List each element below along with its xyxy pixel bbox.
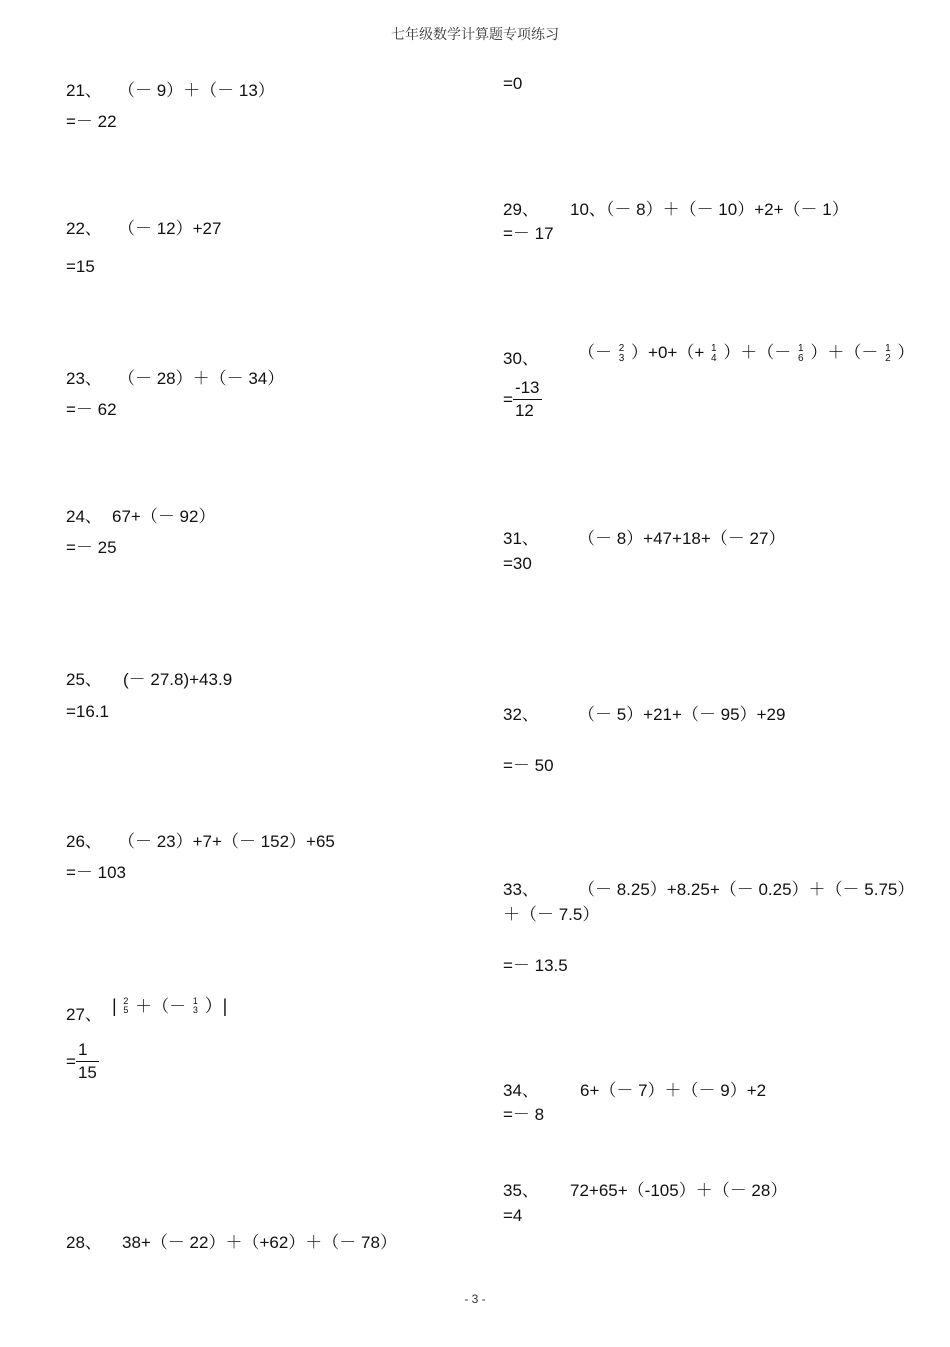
problem-32-expression: （－ 5）+21+（－ 95）+29 (578, 705, 786, 724)
problem-23-number: 23、 (66, 369, 102, 388)
problem-33-expression-continued: ＋（－ 7.5） (503, 905, 600, 924)
problem-27-number: 27、 (66, 1005, 102, 1024)
problem-34-expression: 6+（－ 7）＋（－ 9）+2 (580, 1081, 767, 1100)
fraction-two-thirds: 2 3 (618, 342, 625, 364)
fraction-one-third: 1 3 (192, 995, 198, 1015)
problem-27-expression (112, 996, 227, 1017)
problem-31-answer: =30 (503, 554, 532, 573)
problem-33-expression: （－ 8.25）+8.25+（－ 0.25）＋（－ 5.75） (578, 880, 915, 899)
operator-text: ＋（－ (135, 997, 187, 1016)
problem-23-expression: （－ 28）＋（－ 34） (118, 369, 285, 388)
absolute-bar-close: ）| (204, 996, 228, 1016)
problem-30-number: 30、 (503, 349, 539, 368)
problem-29-expression: 10、（－ 8）＋（－ 10）+2+（－ 1） (570, 200, 849, 219)
problem-28-expression: 38+（－ 22）＋（+62）＋（－ 78） (122, 1233, 397, 1252)
problem-34-number: 34、 (503, 1081, 539, 1100)
problem-35-expression: 72+65+（-105）＋（－ 28） (570, 1181, 788, 1200)
problem-24-number: 24、 (66, 507, 102, 526)
problem-33-answer: =－ 13.5 (503, 956, 568, 975)
problem-25-number: 25、 (66, 670, 102, 689)
problem-24-expression: 67+（－ 92） (112, 507, 216, 526)
problem-23-answer: =－ 62 (66, 400, 117, 419)
problem-21-answer: =－ 22 (66, 112, 117, 131)
problem-33-number: 33、 (503, 880, 539, 899)
problem-21-number: 21、 (66, 81, 102, 100)
problem-31-expression: （－ 8）+47+18+（－ 27） (578, 529, 786, 548)
problem-22-expression: （－ 12）+27 (118, 219, 222, 238)
fraction-two-fifths: 2 5 (123, 995, 129, 1015)
problem-24-answer: =－ 25 (66, 538, 117, 557)
problem-28-answer: =0 (503, 74, 523, 93)
problem-21-expression: （－ 9）＋（－ 13） (118, 81, 275, 100)
problem-34-answer: =－ 8 (503, 1105, 545, 1124)
problem-29-answer: =－ 17 (503, 224, 554, 243)
problem-31-number: 31、 (503, 529, 539, 548)
problem-35-answer: =4 (503, 1206, 523, 1225)
problem-28-number: 28、 (66, 1233, 102, 1252)
problem-35-number: 35、 (503, 1181, 539, 1200)
page-number: - 3 - (464, 1292, 486, 1306)
fraction-one-sixth: 1 6 (798, 342, 804, 364)
fraction-one-half: 1 2 (885, 342, 891, 364)
problem-30-answer: = $\frac{-13}{12}$ (503, 378, 540, 420)
problem-27-answer: = $\frac{1}{15}$ (66, 1040, 97, 1082)
problem-22-answer: =15 (66, 257, 95, 276)
problem-26-answer: =－ 103 (66, 863, 127, 882)
problem-29-number: 29、 (503, 200, 539, 219)
problem-25-answer: =16.1 (66, 702, 110, 721)
absolute-bar-open: | (112, 996, 117, 1016)
page-header: 七年级数学计算题专项练习 (391, 27, 559, 43)
problem-32-number: 32、 (503, 705, 539, 724)
fraction-one-fourth: 1 4 (711, 342, 717, 364)
problem-25-expression: (－ 27.8)+43.9 (123, 670, 233, 689)
problem-26-expression: （－ 23）+7+（－ 152）+65 (118, 832, 335, 851)
problem-26-number: 26、 (66, 832, 102, 851)
problem-22-number: 22、 (66, 219, 102, 238)
problem-30-expression: （－ 2 3 ）+0+（+ 1 4 ）＋（－ 1 6 ）＋（－ 1 2 ） (578, 342, 915, 364)
problem-32-answer: =－ 50 (503, 756, 554, 775)
